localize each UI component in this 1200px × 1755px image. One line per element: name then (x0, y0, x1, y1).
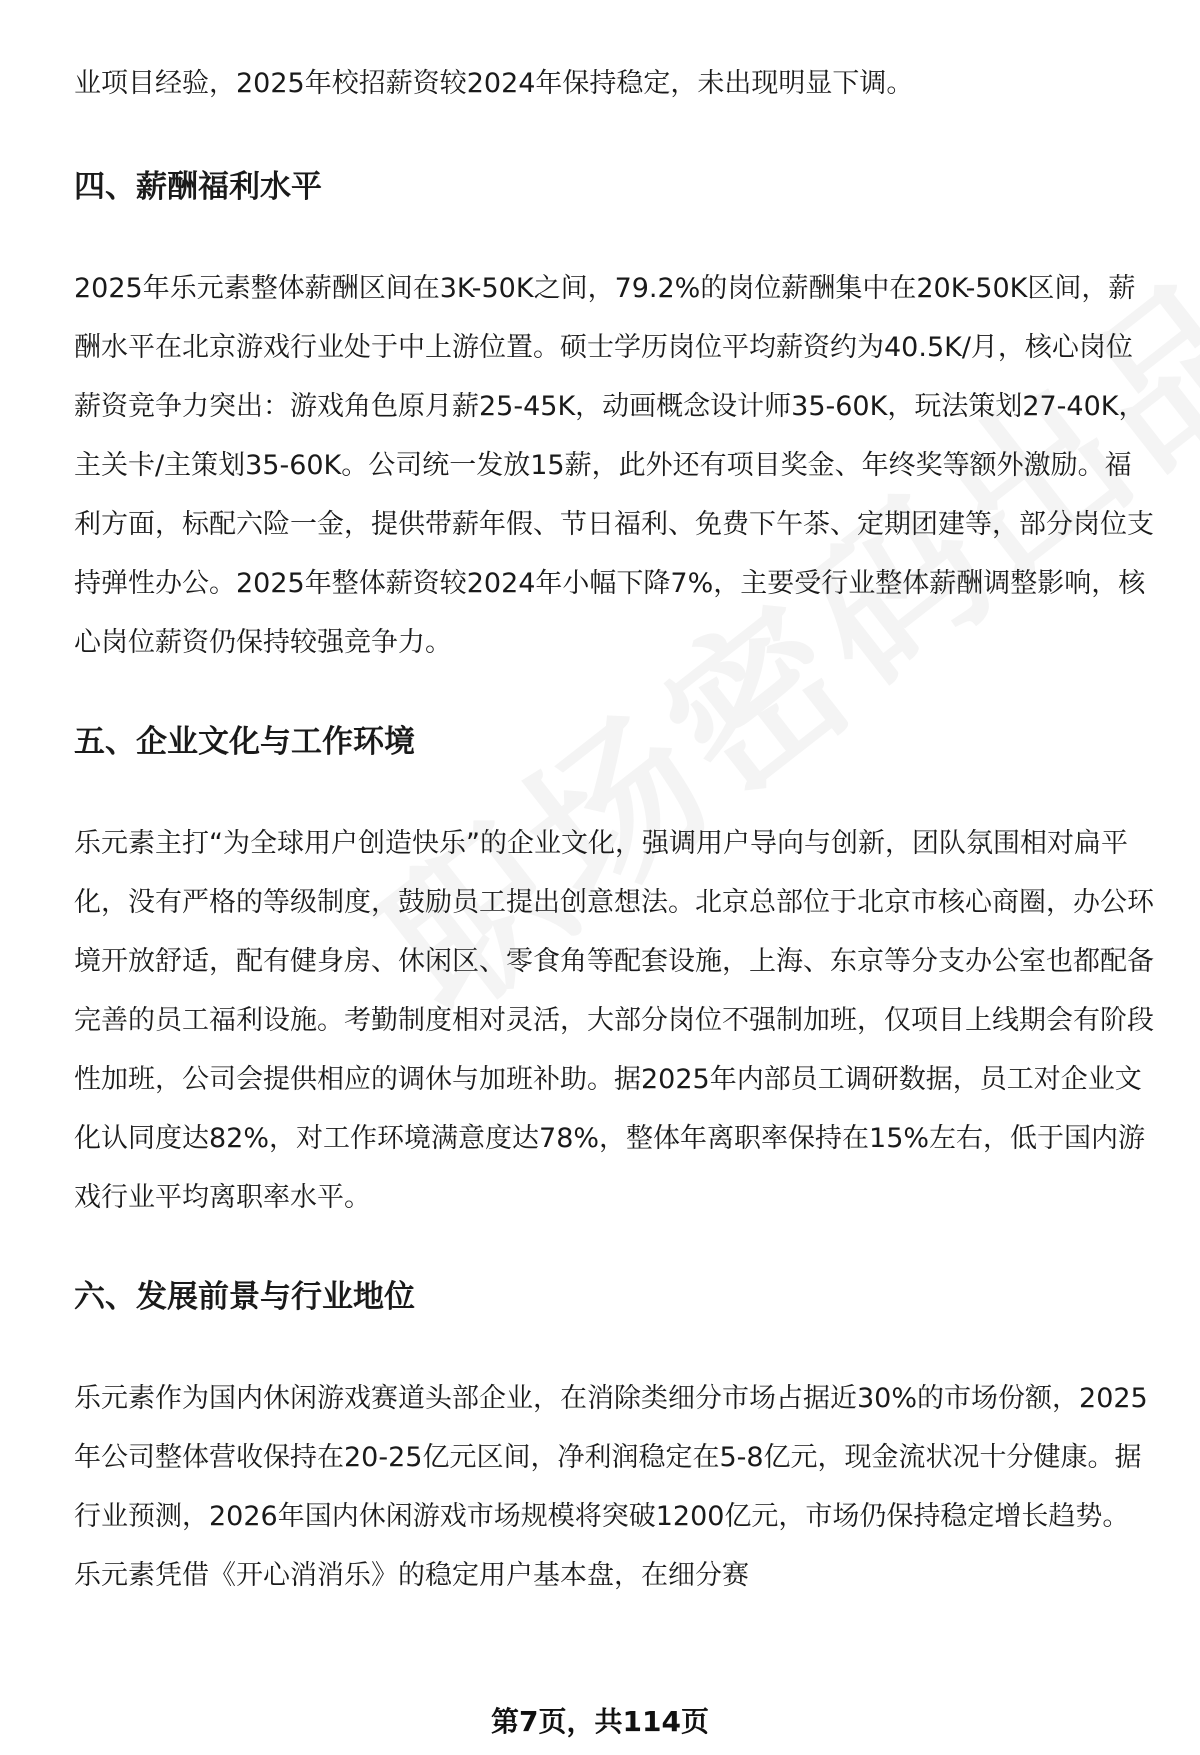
intro-paragraph-tail: 业项目经验，2025年校招薪资较2024年保持稳定，未出现明显下调。 (74, 68, 914, 99)
page-number-footer: 第7页，共114页 (491, 1705, 709, 1738)
section-heading-culture: 五、企业文化与工作环境 (74, 724, 415, 760)
section-body-salary: 2025年乐元素整体薪酬区间在3K-50K之间，79.2%的岗位薪酬集中在20K-50K区间，薪酬水平在北京游戏行业处于中上游位置。硕士学历岗位平均薪资约为40.5K/月，核心岗位薪资竞争力突出：游戏角色原月薪25-45K，动画概念设计师35-60K，玩法策划27-40K，主关卡/主策划35-60K。公司统一发放15薪，此外还有项目奖金、年终奖等额外激励。福利方面，标配六险一金，提供带薪年假、节日福利、免费下午茶、定期团建等，部分岗位支持弹性办公。2025年整体薪资较2024年小幅下降7%，主要受行业整体薪酬调整影响，核心岗位薪资仍保持较强竞争力。 (74, 273, 1154, 658)
section-body-culture: 乐元素主打“为全球用户创造快乐”的企业文化，强调用户导向与创新，团队氛围相对扁平化，没有严格的等级制度，鼓励员工提出创意想法。北京总部位于北京市核心商圈，办公环境开放舒适，配有健身房、休闲区、零食角等配套设施，上海、东京等分支办公室也都配备完善的员工福利设施。考勤制度相对灵活，大部分岗位不强制加班，仅项目上线期会有阶段性加班，公司会提供相应的调休与加班补助。据2025年内部员工调研数据，员工对企业文化认同度达82%，对工作环境满意度达78%，整体年离职率保持在15%左右，低于国内游戏行业平均离职率水平。 (74, 828, 1154, 1213)
section-body-prospects: 乐元素作为国内休闲游戏赛道头部企业，在消除类细分市场占据近30%的市场份额，2025年公司整体营收保持在20-25亿元区间，净利润稳定在5-8亿元，现金流状况十分健康。据行业预测，2026年国内休闲游戏市场规模将突破1200亿元，市场仍保持稳定增长趋势。乐元素凭借《开心消消乐》的稳定用户基本盘，在细分赛 (74, 1383, 1148, 1591)
page-content (74, 54, 1154, 1605)
section-heading-salary: 四、薪酬福利水平 (74, 169, 322, 205)
section-heading-prospects: 六、发展前景与行业地位 (74, 1279, 415, 1315)
